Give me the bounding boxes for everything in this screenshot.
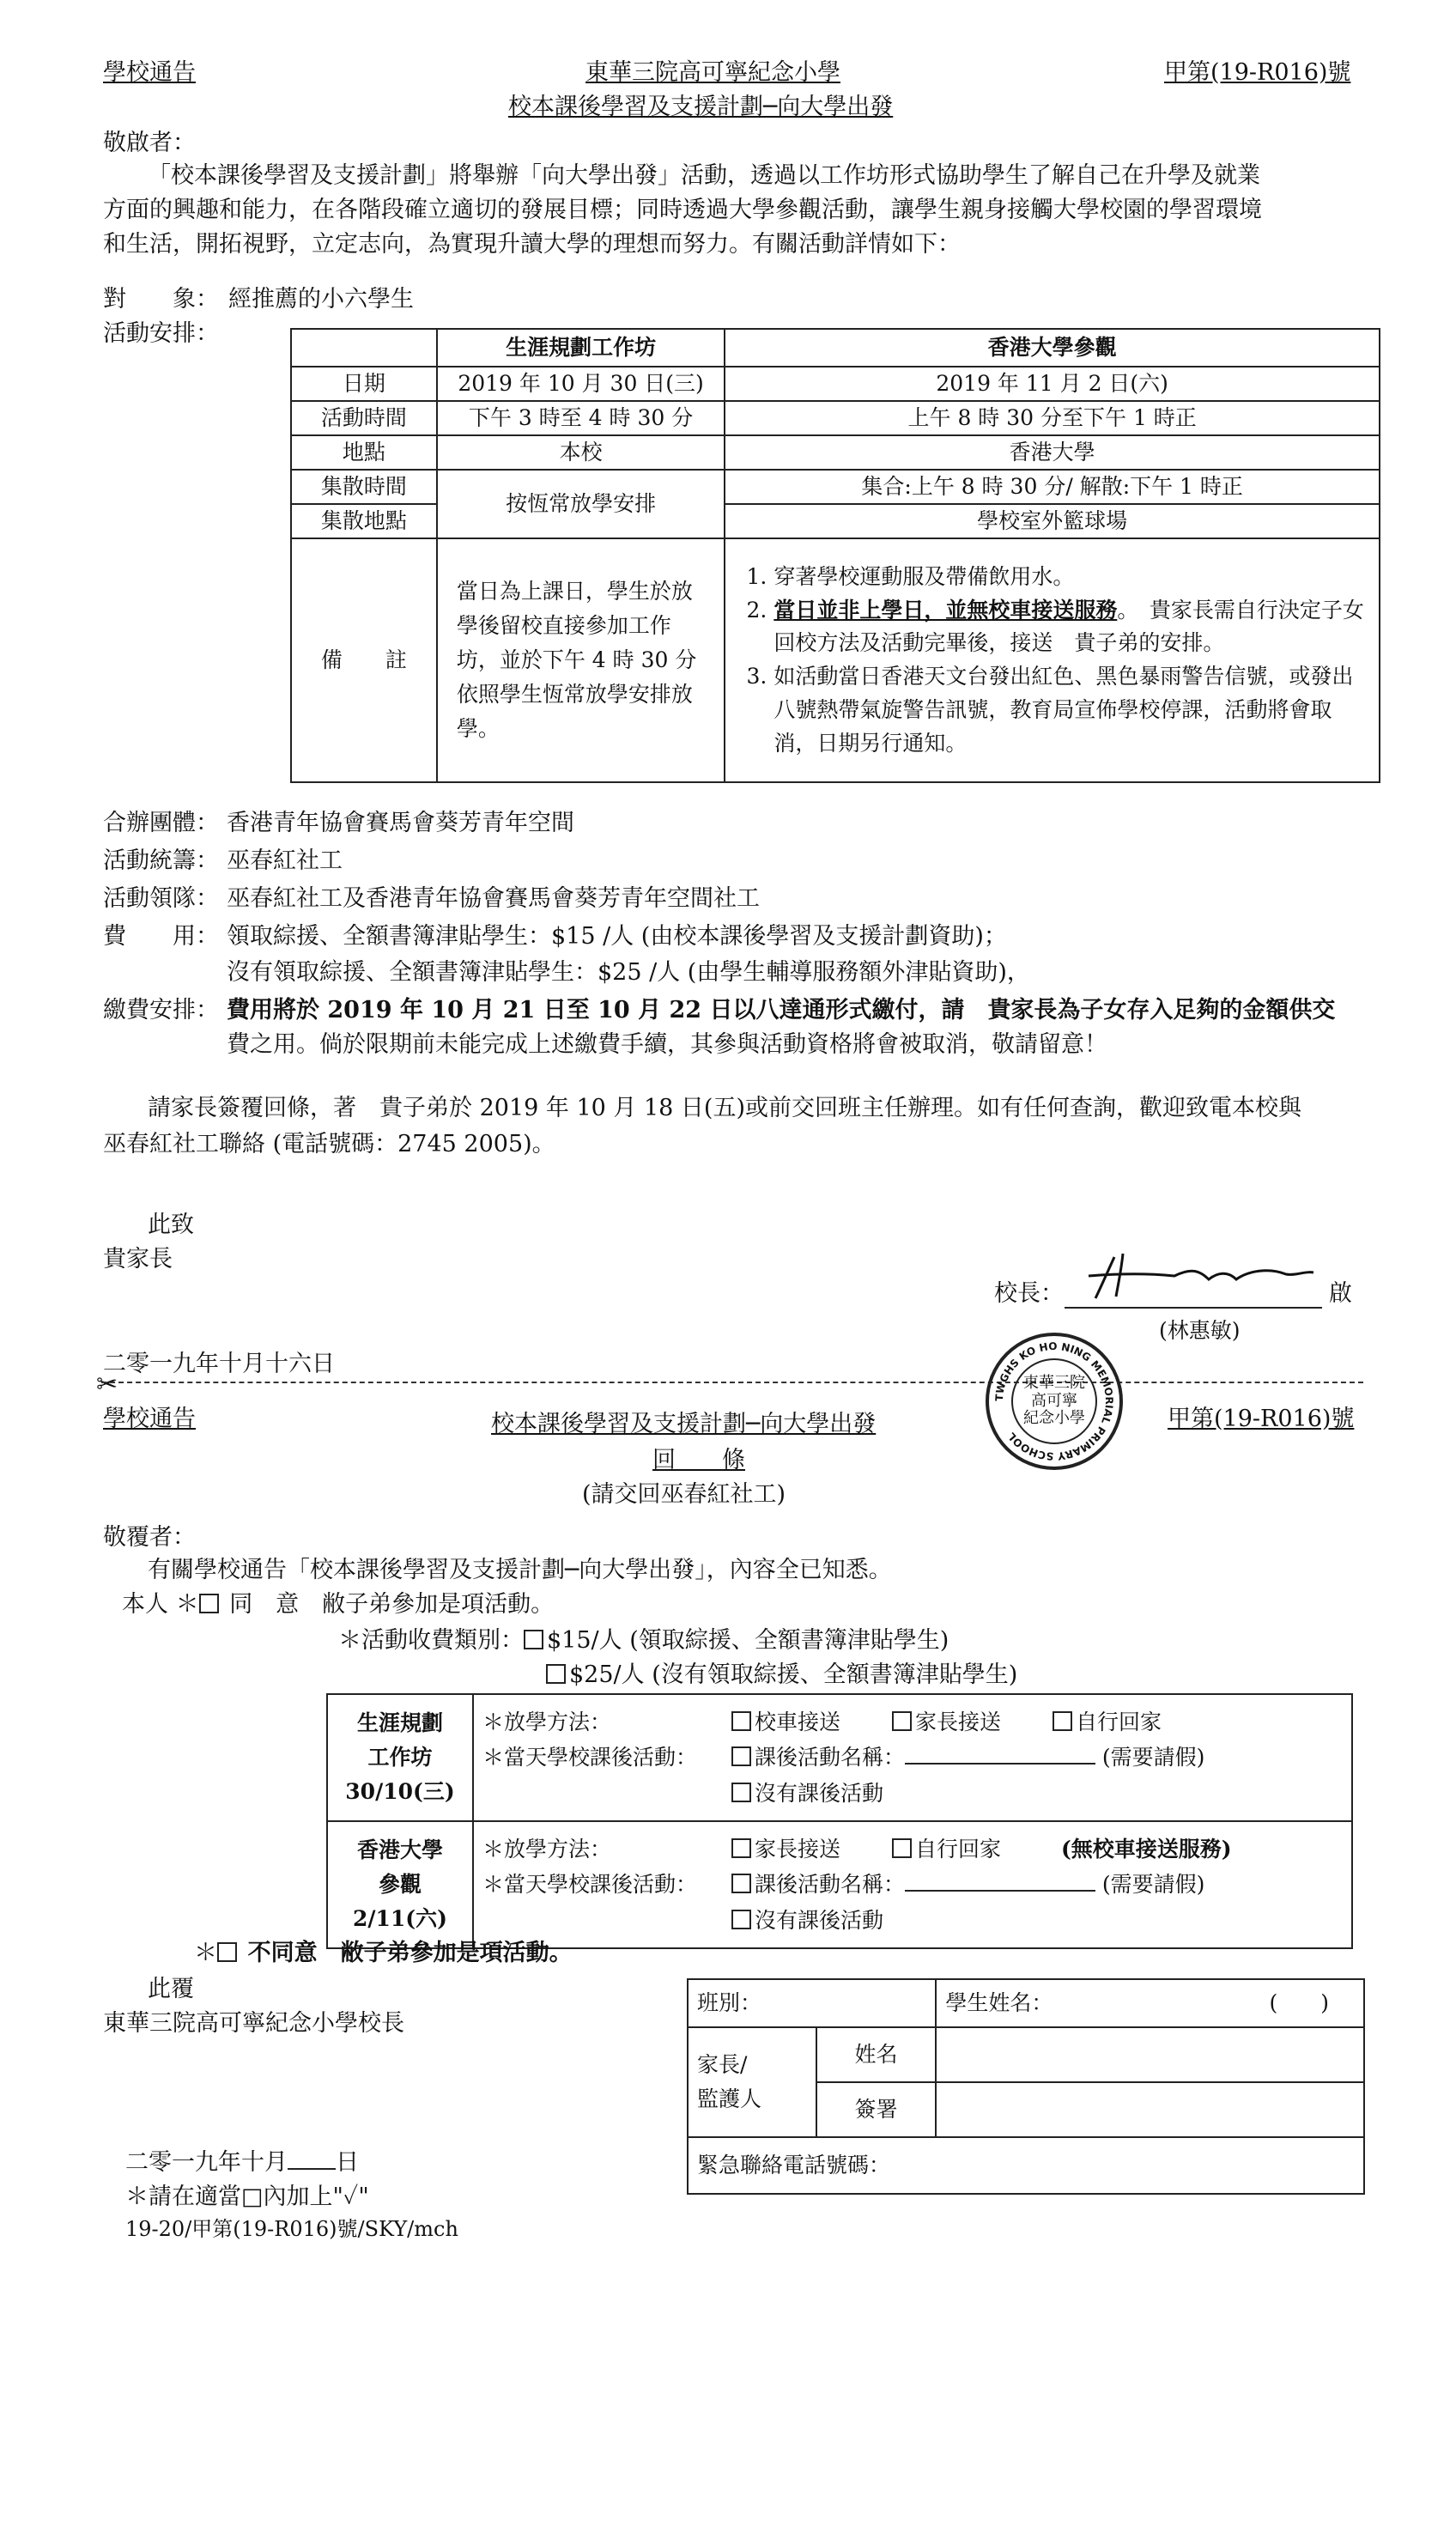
workshop-way-row xyxy=(482,1704,1343,1740)
row-label-venue: 地點 xyxy=(291,435,437,470)
col-header-hku: 香港大學參觀 xyxy=(725,329,1380,367)
workshop-venue: 本校 xyxy=(437,435,725,470)
remark-item-3: 3. 如活動當日香港天文台發出紅色、黑色暴雨警告信號，或發出八號熱帶氣旋警告訊號，教育局宣佈學校停課，活動將會取消，日期另行通知。 xyxy=(774,660,1368,760)
leave-note: (需要請假) xyxy=(1101,1745,1205,1771)
reply-title: 回 條 xyxy=(652,1447,745,1473)
workshop-remarks: 當日為上課日，學生於放學後留校直接參加工作坊，並於下午 4 時 30 分依照學生恆常放學安排放學。 xyxy=(437,538,725,782)
closing-line-2: 巫春紅社工聯絡 (電話號碼：2745 2005)。 xyxy=(103,1131,555,1157)
student-number-paren: ( ) xyxy=(1269,1990,1329,2016)
workshop-no-activity-row xyxy=(482,1776,1343,1811)
intro-line-1: 「校本課後學習及支援計劃」將舉辦「向大學出發」活動，透過以工作坊形式協助學生了解自己在升學及就業 xyxy=(148,162,1260,189)
target-label: 對 象： xyxy=(103,286,219,313)
agree-checkbox[interactable] xyxy=(199,1594,219,1613)
scissors-icon: ✂ xyxy=(96,1370,118,1400)
reply-ci: 此覆 xyxy=(148,1976,194,2002)
payment-line-1: 費用將於 2019 年 10 月 21 日至 10 月 22 日以八達通形式繳付，請 貴家長為子女存入足夠的金額供交 xyxy=(227,997,1336,1023)
hku-assembly-time: 集合:上午 8 時 30 分/ 解散:下午 1 時正 xyxy=(725,470,1380,504)
coordinator-label: 活動統籌： xyxy=(103,847,219,874)
payment-label: 繳費安排： xyxy=(103,997,219,1023)
activity-name-label: 課後活動名稱： xyxy=(754,1745,905,1771)
guardian-sign-field[interactable] xyxy=(936,2082,1364,2137)
fee15-text: $15/人 (領取綜援、全額書簿津貼學生) xyxy=(547,1627,949,1654)
fee-type-label: ＊活動收費類別： xyxy=(338,1627,524,1654)
reply-code: 19-20/甲第(19-R016)號/SKY/mch xyxy=(125,2217,458,2241)
table-corner xyxy=(291,329,437,367)
hku-date: 2019 年 11 月 2 日(六) xyxy=(725,367,1380,401)
closing-parent: 貴家長 xyxy=(103,1246,173,1273)
workshop-assembly: 按恆常放學安排 xyxy=(437,470,725,538)
notice-ref: 甲第(19-R016)號 xyxy=(1164,59,1351,86)
fee25-checkbox[interactable] xyxy=(546,1664,566,1684)
notice-type: 學校通告 xyxy=(103,59,196,86)
reply-notice-type: 學校通告 xyxy=(103,1406,196,1432)
emergency-phone-cell[interactable] xyxy=(688,2137,1364,2194)
reply-subject: 校本課後學習及支援計劃─向大學出發 xyxy=(491,1411,877,1437)
reply-date-post: 日 xyxy=(336,2149,359,2176)
workshop-self-text: 自行回家 xyxy=(1075,1710,1162,1735)
disagree-star: ＊ xyxy=(194,1940,217,1966)
hku-remarks xyxy=(725,538,1380,782)
col-header-workshop: 生涯規劃工作坊 xyxy=(437,329,725,367)
hku-cell xyxy=(327,1821,473,1948)
workshop-options xyxy=(473,1694,1352,1821)
hku-no-activity-checkbox[interactable] xyxy=(731,1910,751,1929)
guardian-name-field[interactable] xyxy=(936,2027,1364,2082)
reply-ref: 甲第(19-R016)號 xyxy=(1168,1406,1355,1432)
workshop-activity-blank[interactable] xyxy=(905,1763,1095,1765)
reply-date-pre: 二零一九年十月 xyxy=(125,2149,288,2176)
remark-item-1: 1. 穿著學校運動服及帶備飲用水。 xyxy=(774,561,1368,594)
agree-text: 同 意 敝子弟參加是項活動。 xyxy=(229,1591,555,1618)
workshop-no-activity-checkbox[interactable] xyxy=(731,1783,751,1802)
remark-item-2 xyxy=(774,594,1368,661)
closing-line-1: 請家長簽覆回條，著 貴子弟於 2019 年 10 月 18 日(五)或前交回班主任辦理。如有任何查詢，歡迎致電本校與 xyxy=(148,1095,1301,1121)
class-label: 班別： xyxy=(697,1990,762,2016)
workshop-parent-checkbox[interactable] xyxy=(892,1711,912,1731)
guardian-name-label: 姓名 xyxy=(816,2027,937,2082)
hku-self-checkbox[interactable] xyxy=(892,1838,912,1858)
arrangement-label: 活動安排： xyxy=(103,320,219,347)
coordinator-value: 巫春紅社工 xyxy=(227,847,343,874)
fee25-row xyxy=(546,1659,1017,1692)
guardian-label: 家長/ 監護人 xyxy=(688,2027,816,2137)
hku-activity-row xyxy=(482,1867,1343,1902)
closing-ci: 此致 xyxy=(148,1212,194,1238)
hku-activity-name-label: 課後活動名稱： xyxy=(754,1872,905,1898)
disagree-checkbox[interactable] xyxy=(217,1942,237,1962)
hku-no-activity-text: 沒有課後活動 xyxy=(754,1907,883,1933)
fee25-text: $25/人 (沒有領取綜援、全額書簿津貼學生) xyxy=(569,1661,1018,1688)
hku-leave-note: (需要請假) xyxy=(1101,1872,1205,1898)
remark-item-2-text: 。 貴家長需自行決定子女回校方法及活動完畢後，接送 貴子弟的安排。 xyxy=(774,597,1364,656)
hku-time: 上午 8 時 30 分至下午 1 時正 xyxy=(725,401,1380,435)
hku-way-label: ＊放學方法： xyxy=(482,1837,611,1862)
hku-parent-checkbox[interactable] xyxy=(731,1838,751,1858)
hku-activity-blank[interactable] xyxy=(905,1890,1095,1892)
workshop-name-1: 生涯規劃 xyxy=(356,1710,443,1735)
fee15-checkbox[interactable] xyxy=(524,1630,543,1649)
student-info-table xyxy=(687,1978,1365,2195)
workshop-activity-row xyxy=(482,1740,1343,1775)
school-seal: TWGHS KO HO NING MEMORIAL PRIMARY SCHOOL 東華三院 高可寧 紀念小學 xyxy=(986,1333,1123,1470)
fee-line-2: 沒有領取綜援、全額書簿津貼學生：$25 /人 (由學生輔導服務額外津貼資助)， xyxy=(227,959,1030,986)
payment-line-2: 費之用。倘於限期前未能完成上述繳費手續，其參與活動資格將會被取消，敬請留意！ xyxy=(227,1031,1107,1058)
row-label-time: 活動時間 xyxy=(291,401,437,435)
hku-activity-label: ＊當天學校課後活動： xyxy=(482,1872,697,1898)
row-label-date: 日期 xyxy=(291,367,437,401)
hku-activity-checkbox[interactable] xyxy=(731,1874,751,1893)
remark-no-bus: 當日並非上學日，並無校車接送服務 xyxy=(774,597,1118,623)
notice-subject: 校本課後學習及支援計劃─向大學出發 xyxy=(508,94,894,120)
leader-label: 活動領隊： xyxy=(103,885,219,912)
reply-salutation: 敬覆者： xyxy=(103,1524,196,1551)
class-cell[interactable] xyxy=(688,1979,936,2027)
student-name-cell[interactable] xyxy=(936,1979,1364,2027)
student-name-label: 學生姓名： xyxy=(945,1990,1053,2016)
principal-signature xyxy=(1080,1250,1338,1302)
salutation: 敬啟者： xyxy=(103,130,196,156)
hku-reply-date: 2/11(六) xyxy=(352,1906,447,1931)
reply-day-blank[interactable] xyxy=(288,2168,336,2170)
schedule-table xyxy=(290,328,1380,783)
notice-date: 二零一九年十月十六日 xyxy=(103,1351,335,1377)
emergency-phone-label: 緊急聯絡電話號碼： xyxy=(697,2153,891,2178)
reply-date-row xyxy=(125,2147,359,2179)
fee-type-row xyxy=(338,1625,949,1657)
school-name: 東華三院高可寧紀念小學 xyxy=(585,59,840,86)
agree-row xyxy=(122,1588,554,1621)
signature-line xyxy=(1065,1307,1322,1309)
no-bus-note: (無校車接送服務) xyxy=(1060,1837,1232,1862)
hku-assembly-place: 學校室外籃球場 xyxy=(725,504,1380,538)
reply-return-to: (請交回巫春紅社工) xyxy=(582,1481,786,1508)
disagree-row xyxy=(194,1937,573,1970)
cut-line xyxy=(101,1382,1363,1383)
workshop-activity-checkbox[interactable] xyxy=(731,1746,751,1766)
workshop-cell xyxy=(327,1694,473,1821)
org-value: 香港青年協會賽馬會葵芳青年空間 xyxy=(227,810,574,836)
way-label: ＊放學方法： xyxy=(482,1710,611,1735)
workshop-bus-text: 校車接送 xyxy=(754,1710,840,1735)
reply-to: 東華三院高可寧紀念小學校長 xyxy=(103,2010,404,2037)
hku-no-activity-row xyxy=(482,1903,1343,1938)
hku-way-row xyxy=(482,1831,1343,1867)
respect-mark: 啟 xyxy=(1329,1280,1352,1307)
intro-line-3: 和生活，開拓視野，立定志向，為實現升讀大學的理想而努力。有關活動詳情如下： xyxy=(103,231,961,258)
reply-options-table xyxy=(326,1693,1353,1949)
no-activity-text: 沒有課後活動 xyxy=(754,1780,883,1806)
fee-label: 費 用： xyxy=(103,923,219,950)
row-label-assembly-time: 集散時間 xyxy=(291,470,437,504)
target-value: 經推薦的小六學生 xyxy=(228,286,414,313)
hku-name-2: 參觀 xyxy=(378,1872,422,1897)
tick-note: ＊請在適當□內加上"✓" xyxy=(125,2184,369,2210)
fee-line-1: 領取綜援、全額書簿津貼學生：$15 /人 (由校本課後學習及支援計劃資助)； xyxy=(227,923,1007,950)
workshop-bus-checkbox[interactable] xyxy=(731,1711,751,1731)
workshop-name-2: 工作坊 xyxy=(367,1745,433,1770)
reply-ack-line: 有關學校通告「校本課後學習及支援計劃─向大學出發」，內容全已知悉。 xyxy=(148,1557,892,1583)
hku-name-1: 香港大學 xyxy=(356,1837,443,1862)
hku-venue: 香港大學 xyxy=(725,435,1380,470)
svg-text:TWGHS KO HO NING MEMORIAL PRIM: TWGHS KO HO NING MEMORIAL PRIMARY SCHOOL xyxy=(992,1339,1116,1463)
workshop-reply-date: 30/10(三) xyxy=(345,1779,455,1804)
hku-parent-text: 家長接送 xyxy=(754,1837,840,1862)
workshop-time: 下午 3 時至 4 時 30 分 xyxy=(437,401,725,435)
leader-value: 巫春紅社工及香港青年協會賽馬會葵芳青年空間社工 xyxy=(227,885,760,912)
workshop-self-checkbox[interactable] xyxy=(1053,1711,1072,1731)
self-label: 本人 ＊ xyxy=(122,1591,199,1618)
intro-line-2: 方面的興趣和能力，在各階段確立適切的發展目標；同時透過大學參觀活動，讓學生親身接觸大學校園的學習環境 xyxy=(103,197,1262,223)
row-label-assembly-place: 集散地點 xyxy=(291,504,437,538)
disagree-text: 不同意 敝子弟參加是項活動。 xyxy=(247,1940,573,1966)
org-label: 合辦團體： xyxy=(103,810,219,836)
hku-self-text: 自行回家 xyxy=(914,1837,1001,1862)
row-label-remarks: 備 註 xyxy=(291,538,437,782)
hku-options xyxy=(473,1821,1352,1948)
principal-label: 校長： xyxy=(994,1280,1064,1307)
activity-label: ＊當天學校課後活動： xyxy=(482,1745,697,1771)
principal-name: (林惠敏) xyxy=(1159,1318,1241,1343)
guardian-sign-label: 簽署 xyxy=(816,2082,937,2137)
workshop-parent-text: 家長接送 xyxy=(914,1710,1001,1735)
workshop-date: 2019 年 10 月 30 日(三) xyxy=(437,367,725,401)
